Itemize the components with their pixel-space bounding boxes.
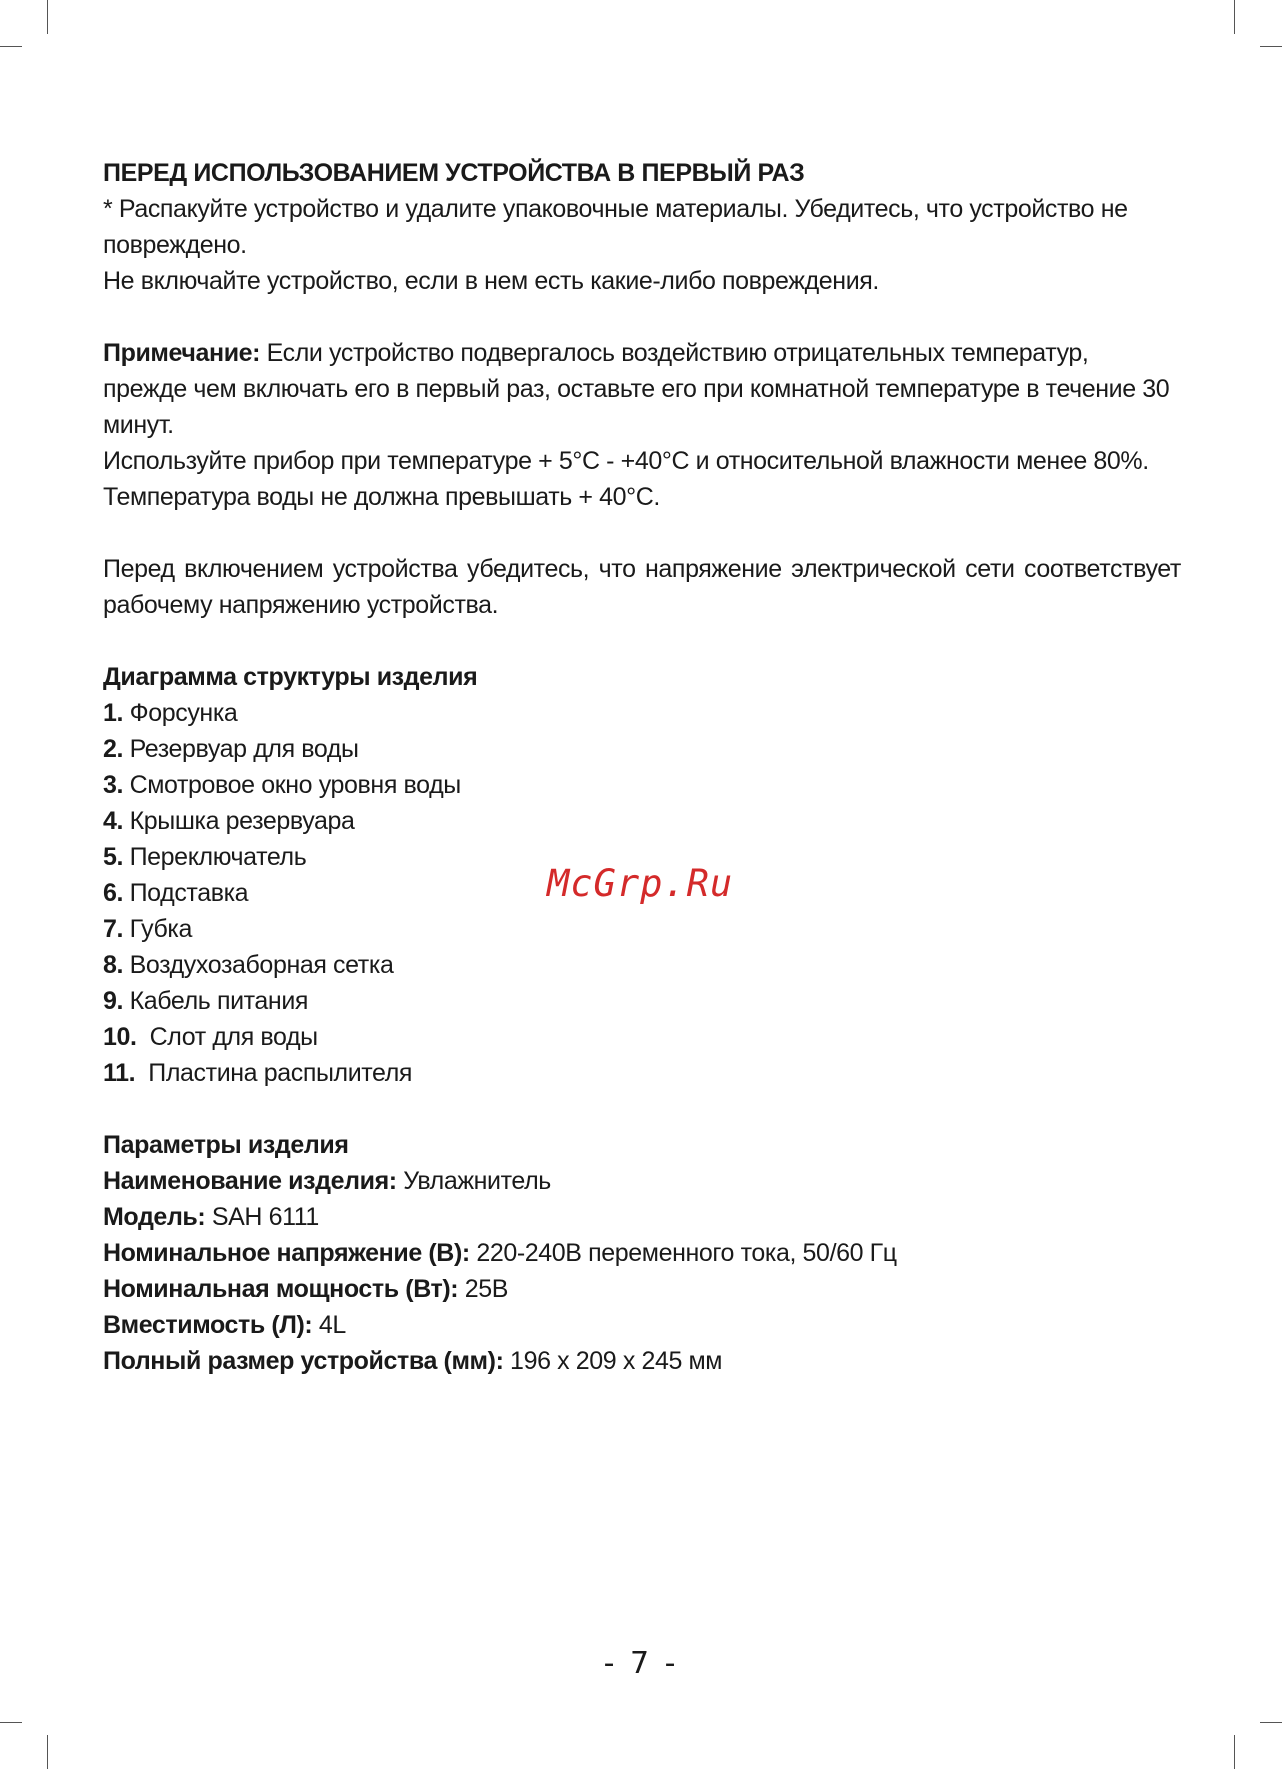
list-item: 8. Воздухозаборная сетка	[103, 951, 394, 979]
crop-mark-top-right	[1234, 0, 1235, 34]
page-content	[103, 155, 1181, 1379]
crop-mark-top-right-h	[1260, 46, 1282, 47]
param-row: Номинальное напряжение (В): 220-240В переменного тока, 50/60 Гц	[103, 1239, 897, 1267]
list-item: 3. Смотровое окно уровня воды	[103, 771, 461, 799]
crop-mark-bottom-right	[1234, 1735, 1235, 1769]
list-item: 9. Кабель питания	[103, 987, 309, 1015]
note-label: Примечание:	[103, 339, 261, 367]
crop-mark-bottom-left	[47, 1735, 48, 1769]
param-row: Модель: SAH 6111	[103, 1203, 319, 1231]
crop-mark-top-left-h	[0, 46, 22, 47]
list-item: 7. Губка	[103, 915, 192, 943]
note-text-3: Температура воды не должна превышать + 40°C.	[103, 483, 660, 511]
watermark: McGrp.Ru	[547, 862, 734, 905]
note-paragraph	[103, 335, 1178, 443]
crop-mark-top-left	[47, 0, 48, 34]
first-use-heading: ПЕРЕД ИСПОЛЬЗОВАНИЕМ УСТРОЙСТВА В ПЕРВЫЙ РАЗ	[103, 159, 805, 187]
first-use-line-2: Не включайте устройство, если в нем есть какие-либо повреждения.	[103, 267, 879, 295]
list-item: 5. Переключатель	[103, 843, 307, 871]
param-row: Полный размер устройства (мм): 196 x 209 x 245 мм	[103, 1347, 723, 1375]
list-item: 2. Резервуар для воды	[103, 735, 359, 763]
list-item: 4. Крышка резервуара	[103, 807, 355, 835]
first-use-line-1: * Распакуйте устройство и удалите упаковочные материалы. Убедитесь, что устройство не повреждено.	[103, 195, 1128, 259]
list-item: 11. Пластина распылителя	[103, 1059, 413, 1087]
params-heading: Параметры изделия	[103, 1131, 349, 1159]
params-list	[103, 1163, 1181, 1379]
page-number: - 7 -	[603, 1646, 679, 1681]
list-item: 1. Форсунка	[103, 699, 238, 727]
crop-mark-bottom-right-h	[1260, 1722, 1282, 1723]
param-row: Вместимость (Л): 4L	[103, 1311, 346, 1339]
param-row: Номинальная мощность (Вт): 25В	[103, 1275, 509, 1303]
list-item: 10. Слот для воды	[103, 1023, 318, 1051]
crop-mark-bottom-left-h	[0, 1722, 22, 1723]
voltage-check-paragraph: Перед включением устройства убедитесь, что напряжение электрической сети соответствует рабочему напряжению устройства.	[103, 555, 1181, 619]
list-item: 6. Подставка	[103, 879, 249, 907]
note-text-2: Используйте прибор при температуре + 5°C - +40°C и относительной влажности менее 80%.	[103, 447, 1149, 475]
param-row: Наименование изделия: Увлажнитель	[103, 1167, 551, 1195]
note-text-1: Если устройство подвергалось воздействию отрицательных температур, прежде чем включать его в первый раз, оставьте его при комнатной температуре в течение 30 минут.	[103, 339, 1170, 439]
diagram-heading: Диаграмма структуры изделия	[103, 663, 478, 691]
